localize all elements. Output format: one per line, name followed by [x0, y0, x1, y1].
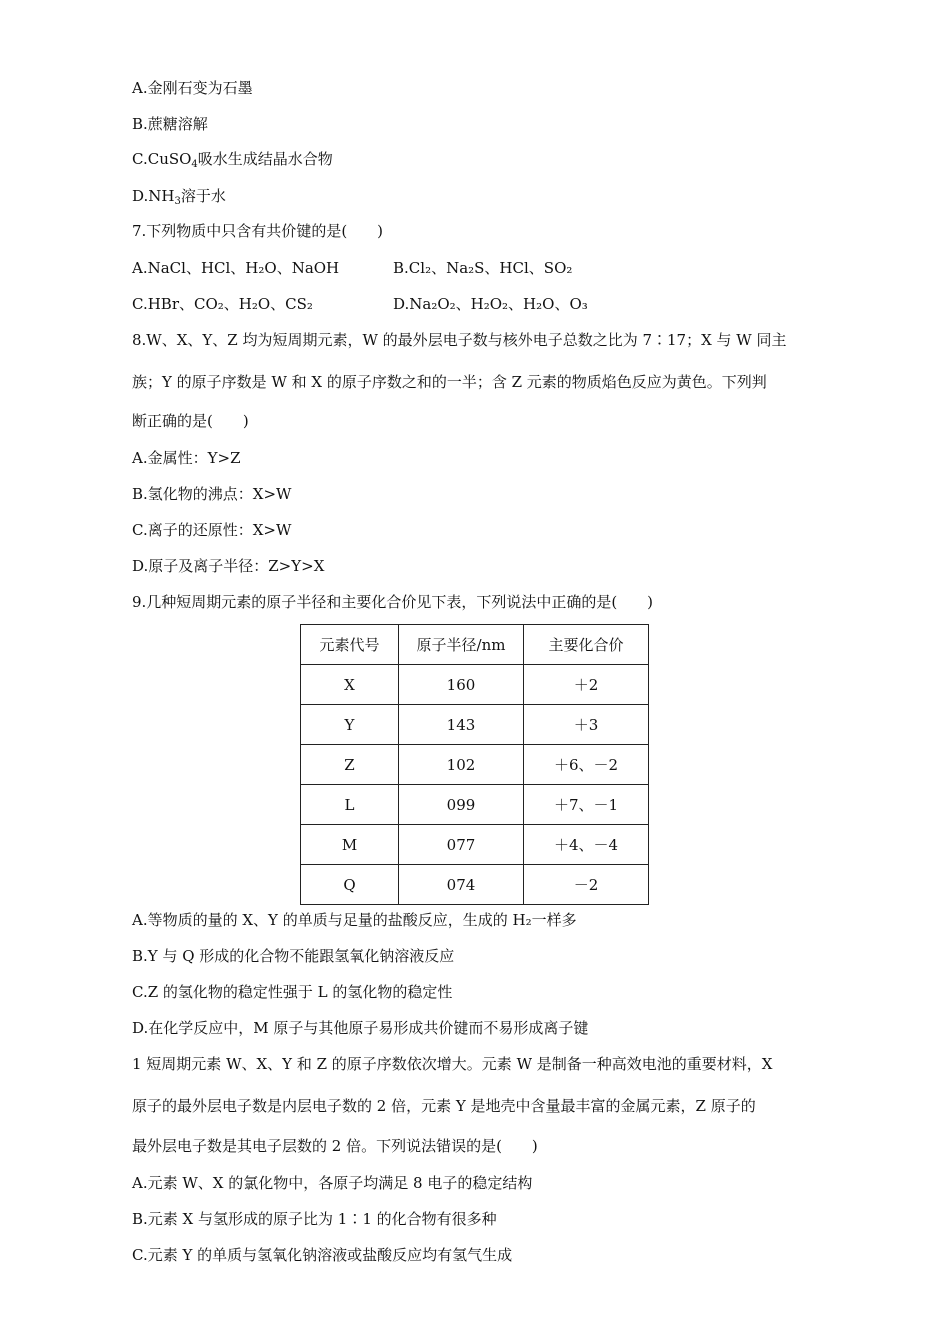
q9-option-b: B.Y 与 Q 形成的化合物不能跟氢氧化钠溶液反应 — [132, 947, 455, 965]
table-cell: 077 — [399, 825, 524, 865]
table-header-cell: 原子半径/nm — [399, 625, 524, 665]
q8-option-d: D.原子及离子半径：Z>Y>X — [132, 557, 325, 575]
q10-stem-line1: 1 短周期元素 W、X、Y 和 Z 的原子序数依次增大。元素 W 是制备一种高效电池的重要材料，X — [132, 1055, 773, 1073]
table-cell: Z — [301, 745, 399, 785]
q7-option-a: A.NaCl、HCl、H₂O、NaOH — [132, 259, 340, 277]
q8-option-c: C.离子的还原性：X>W — [132, 521, 292, 539]
table-cell: ＋7、－1 — [524, 785, 649, 825]
table-header-row — [301, 625, 649, 665]
table-cell: ＋4、－4 — [524, 825, 649, 865]
table-cell: ＋2 — [524, 665, 649, 705]
q10-option-a: A.元素 W、X 的氯化物中，各原子均满足 8 电子的稳定结构 — [132, 1174, 533, 1192]
q9-stem: 9.几种短周期元素的原子半径和主要化合价见下表，下列说法中正确的是( ) — [132, 593, 654, 611]
q6-option-d-post: 溶于水 — [180, 187, 226, 205]
element-table — [300, 624, 649, 905]
table-header-cell: 元素代号 — [301, 625, 399, 665]
q8-option-a: A.金属性：Y>Z — [132, 449, 241, 467]
table-cell: 160 — [399, 665, 524, 705]
q8-option-b: B.氢化物的沸点：X>W — [132, 485, 292, 503]
q6-option-a: A.金刚石变为石墨 — [132, 79, 253, 97]
table-cell: M — [301, 825, 399, 865]
table-cell: 074 — [399, 865, 524, 905]
table-cell: ＋3 — [524, 705, 649, 745]
q7-option-b: B.Cl₂、Na₂S、HCl、SO₂ — [393, 259, 573, 277]
q10-stem-line2: 原子的最外层电子数是内层电子数的 2 倍，元素 Y 是地壳中含量最丰富的金属元素，Z 原子的 — [132, 1097, 756, 1115]
q9-option-a: A.等物质的量的 X、Y 的单质与足量的盐酸反应，生成的 H₂一样多 — [132, 911, 577, 929]
table-cell: ＋6、－2 — [524, 745, 649, 785]
q9-option-d: D.在化学反应中，M 原子与其他原子易形成共价键而不易形成离子键 — [132, 1019, 589, 1037]
q6-option-c-sub: 4 — [191, 159, 198, 170]
q6-option-c-post: 吸水生成结晶水合物 — [197, 150, 333, 168]
table-header-cell: 主要化合价 — [524, 625, 649, 665]
q10-option-b: B.元素 X 与氢形成的原子比为 1∶1 的化合物有很多种 — [132, 1210, 497, 1228]
q7-option-d: D.Na₂O₂、H₂O₂、H₂O、O₃ — [393, 295, 588, 313]
table-row — [301, 705, 649, 745]
table-row — [301, 865, 649, 905]
q10-stem-line3: 最外层电子数是其电子层数的 2 倍。下列说法错误的是( ) — [132, 1137, 538, 1155]
q10-option-c: C.元素 Y 的单质与氢氧化钠溶液或盐酸反应均有氢气生成 — [132, 1246, 513, 1264]
q6-option-c — [132, 149, 333, 175]
table-cell: 102 — [399, 745, 524, 785]
table-row — [301, 825, 649, 865]
table-cell: Q — [301, 865, 399, 905]
table-row — [301, 745, 649, 785]
table-row — [301, 785, 649, 825]
q6-option-d — [132, 186, 226, 212]
q6-option-d-pre: D.NH — [132, 187, 175, 205]
q6-option-d-sub: 3 — [174, 196, 181, 207]
table-cell: L — [301, 785, 399, 825]
table-cell: X — [301, 665, 399, 705]
table-cell: 143 — [399, 705, 524, 745]
q7-stem: 7.下列物质中只含有共价键的是( ) — [132, 222, 384, 240]
q6-option-c-pre: C.CuSO — [132, 150, 192, 168]
q8-stem-line1: 8.W、X、Y、Z 均为短周期元素，W 的最外层电子数与核外电子总数之比为 7∶17；X 与 W 同主 — [132, 331, 787, 349]
q7-option-c: C.HBr、CO₂、H₂O、CS₂ — [132, 295, 313, 313]
table-row — [301, 665, 649, 705]
q8-stem-line2: 族；Y 的原子序数是 W 和 X 的原子序数之和的一半；含 Z 元素的物质焰色反应为黄色。下列判 — [132, 373, 767, 391]
q6-option-b: B.蔗糖溶解 — [132, 115, 208, 133]
table-cell: Y — [301, 705, 399, 745]
q8-stem-line3: 断正确的是( ) — [132, 412, 249, 430]
table-cell: 099 — [399, 785, 524, 825]
table-cell: －2 — [524, 865, 649, 905]
q9-option-c: C.Z 的氢化物的稳定性强于 L 的氢化物的稳定性 — [132, 983, 453, 1001]
